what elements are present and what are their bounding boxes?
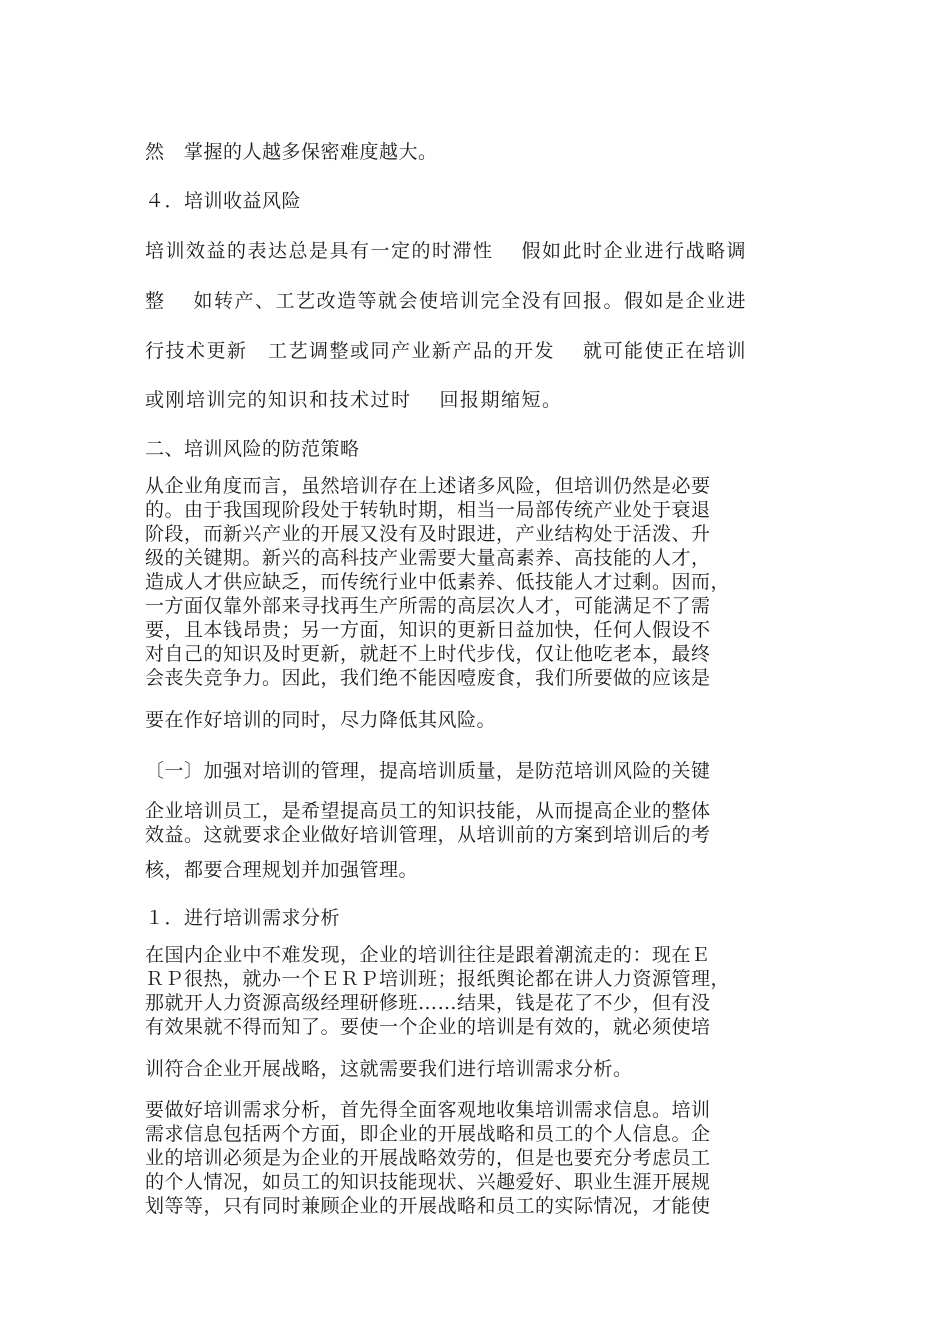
paragraph-line: 有效果就不得而知了。要使一个企业的培训是有效的，就必须使培 <box>145 1016 711 1038</box>
document-page <box>145 0 805 1344</box>
paragraph-line: 培训效益的表达总是具有一定的时滞性 假如此时企业进行战略调 <box>145 240 748 262</box>
section-heading: 二、培训风险的防范策略 <box>145 438 360 460</box>
paragraph-line: ＲＰ很热，就办一个ＥＲＰ培训班；报纸舆论都在讲人力资源管理， <box>145 968 731 990</box>
paragraph-line: 一方面仅靠外部来寻找再生产所需的高层次人才，可能满足不了需 <box>145 595 711 617</box>
paragraph-line: 在国内企业中不难发现，企业的培训往往是跟着潮流走的：现在Ｅ <box>145 944 711 966</box>
paragraph-line: 造成人才供应缺乏，而传统行业中低素养、低技能人才过剩。因而， <box>145 571 731 593</box>
section-heading: 〔一〕加强对培训的管理，提高培训质量，是防范培训风险的关键 <box>145 760 711 782</box>
paragraph-line: 行技术更新 工艺调整或同产业新产品的开发 就可能使正在培训 <box>145 340 748 362</box>
paragraph-line: 划等等，只有同时兼顾企业的开展战略和员工的实际情况，才能使 <box>145 1195 711 1217</box>
paragraph-line: 训符合企业开展战略，这就需要我们进行培训需求分析。 <box>145 1058 633 1080</box>
paragraph-line: 然 掌握的人越多保密难度越大。 <box>145 141 438 163</box>
paragraph-line: 那就开人力资源高级经理研修班……结果，钱是花了不少，但有没 <box>145 992 711 1014</box>
paragraph-line: 整 如转产、工艺改造等就会使培训完全没有回报。假如是企业进 <box>145 290 748 312</box>
paragraph-line: 核，都要合理规划并加强管理。 <box>145 859 419 881</box>
paragraph-line: 或刚培训完的知识和技术过时 回报期缩短。 <box>145 389 563 411</box>
paragraph-line: 要做好培训需求分析，首先得全面客观地收集培训需求信息。培训 <box>145 1099 711 1121</box>
paragraph-line: 要，且本钱昂贵；另一方面，知识的更新日益加快，任何人假设不 <box>145 619 711 641</box>
section-heading: １．进行培训需求分析 <box>145 907 341 929</box>
paragraph-line: 的。由于我国现阶段处于转轨时期，相当一局部传统产业处于衰退 <box>145 499 711 521</box>
paragraph-line: 企业培训员工，是希望提高员工的知识技能，从而提高企业的整体 <box>145 800 711 822</box>
paragraph-line: 阶段，而新兴产业的开展又没有及时跟进，产业结构处于活泼、升 <box>145 523 711 545</box>
paragraph-line: 业的培训必须是为企业的开展战略效劳的，但是也要充分考虑员工 <box>145 1147 711 1169</box>
paragraph-line: 从企业角度而言，虽然培训存在上述诸多风险，但培训仍然是必要 <box>145 475 711 497</box>
section-heading: ４．培训收益风险 <box>145 190 302 212</box>
paragraph-line: 对自己的知识及时更新，就赶不上时代步伐，仅让他吃老本，最终 <box>145 643 711 665</box>
paragraph-line: 的个人情况，如员工的知识技能现状、兴趣爱好、职业生涯开展规 <box>145 1171 711 1193</box>
paragraph-line: 会丧失竞争力。因此，我们绝不能因噎废食，我们所要做的应该是 <box>145 667 711 689</box>
paragraph-line: 需求信息包括两个方面，即企业的开展战略和员工的个人信息。企 <box>145 1123 711 1145</box>
paragraph-line: 效益。这就要求企业做好培训管理，从培训前的方案到培训后的考 <box>145 824 711 846</box>
paragraph-line: 级的关键期。新兴的高科技产业需要大量高素养、高技能的人才， <box>145 547 711 569</box>
paragraph-line: 要在作好培训的同时，尽力降低其风险。 <box>145 709 497 731</box>
